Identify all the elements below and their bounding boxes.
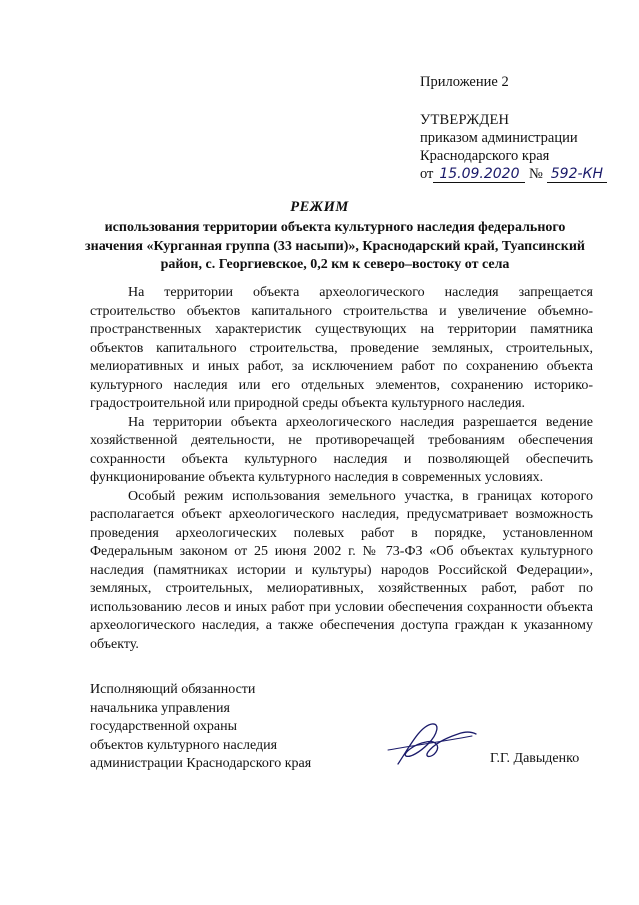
approved-line-2: Краснодарского края [420, 148, 550, 164]
signatory-line-5: администрации Краснодарского края [90, 756, 312, 771]
from-prefix: от [420, 166, 434, 182]
document-title: РЕЖИМ [290, 199, 349, 215]
body-paragraph-1: На территории объекта археологического наследия запрещается строительство объектов капитального строительства и увеличение объемно-пространственных характеристик существующих на территории памятника объектов капитального строительства, проведение земляных, строительных, мелиоративных и иных работ, за исключением работ по сохранению объекта культурного наследия или его отдельных элементов, сохранению историко-градостроительной или природной среды объекта культурного наследия. [90, 285, 593, 411]
signatory-line-2: начальника управления [90, 700, 230, 716]
signatory-name: Г.Г. Давыденко [490, 751, 580, 766]
handwritten-date: 15.09.2020 [433, 166, 525, 183]
approval-date-number-line [420, 165, 607, 183]
approval-block [420, 111, 607, 183]
number-sign: № [529, 166, 543, 182]
signatory-line-1: Исполняющий обязанности [90, 682, 256, 697]
signatory-line-3: государственной охраны [90, 719, 238, 734]
handwritten-number: 592-КН [547, 166, 607, 183]
approved-line-1: приказом администрации [420, 130, 578, 146]
document-subtitle: использования территории объекта культурного наследия федерального значения «Курганная группа (33 насыпи)», Краснодарский край, Туапсинский район, с. Георгиевское, 0,2 км к северо–востоку от села [85, 220, 585, 272]
signatory-position [90, 681, 311, 774]
document-body [90, 284, 593, 654]
signatory-line-4: объектов культурного наследия [90, 737, 278, 753]
handwritten-signature [380, 716, 480, 776]
approved-title: УТВЕРЖДЕН [420, 112, 510, 128]
body-paragraph-3: Особый режим использования земельного участка, в границах которого располагается объект археологического наследия, предусматривает возможность проведения археологических полевых работ в порядке, установленном Федеральным законом от 25 июня 2002 г. № 73-ФЗ «Об объектах культурного наследия (памятниках истории и культуры) народов Российской Федерации», земляных, строительных, мелиоративных, хозяйственных работ, работ по использованию лесов и иных работ при условии обеспечения сохранности объекта археологического наследия, а также обеспечения доступа граждан к указанному объекту. [90, 488, 593, 652]
appendix-label: Приложение 2 [420, 74, 509, 90]
body-paragraph-2: На территории объекта археологического наследия разрешается ведение хозяйственной деятельности, не противоречащей требованиям обеспечения сохранности объекта культурного наследия и позволяющей обеспечить функционирование объекта культурного наследия в современных условиях. [90, 414, 593, 485]
